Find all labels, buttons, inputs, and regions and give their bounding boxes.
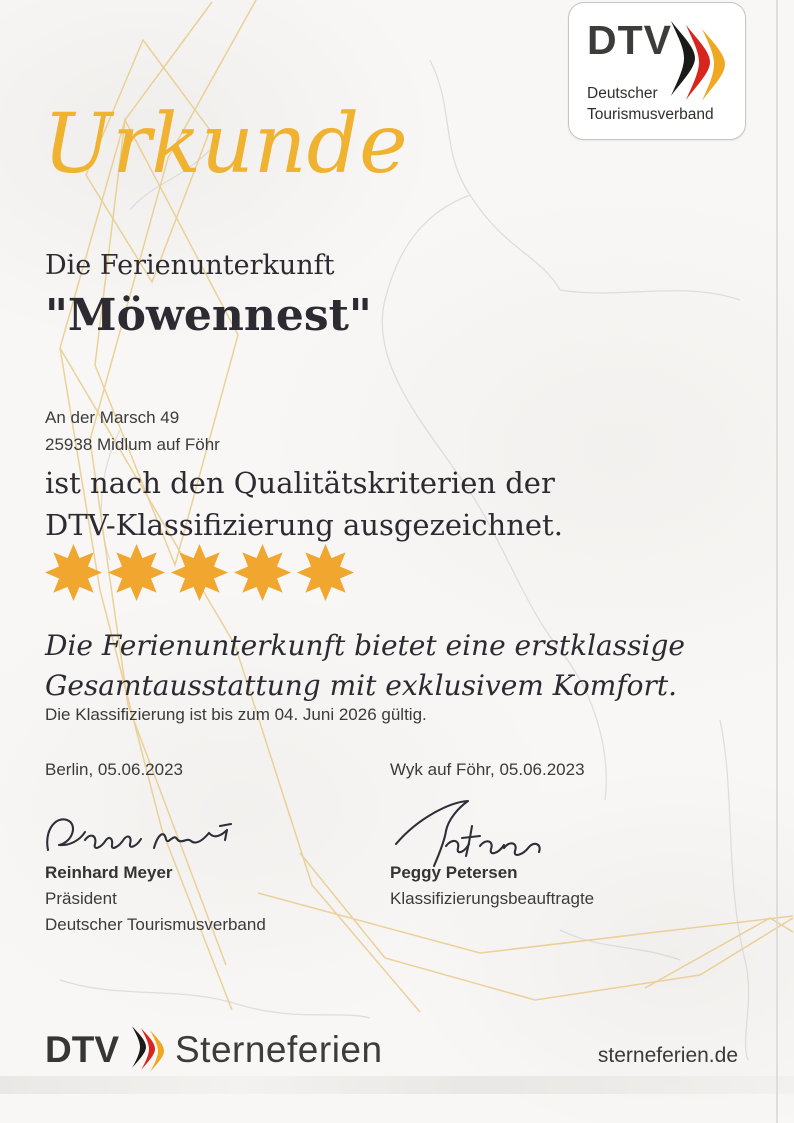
star-icon [297,544,354,601]
classification-statement [45,462,563,546]
dtv-logo-subtitle-line1: Deutscher [587,85,658,102]
property-name: "Möwennest" [45,290,372,341]
place-date-right: Wyk auf Föhr, 05.06.2023 [390,760,585,779]
footer-dtv-wordmark: DTV [45,1029,119,1070]
certificate-title: Urkunde [43,97,408,192]
description-line1: Die Ferienunterkunft bietet eine erstklassige [45,629,685,662]
property-address [45,404,220,458]
star-icon [171,544,228,601]
dtv-logo-wordmark: DTV [587,17,672,63]
star-icon [108,544,165,601]
scan-bottom-band [0,1076,794,1094]
intro-label: Die Ferienunterkunft [45,250,335,281]
footer-website: sterneferien.de [597,1044,738,1067]
footer-brand-name: Sterneferien [175,1029,383,1070]
signatory-right-block [390,860,594,912]
signatory-left-block [45,860,266,938]
signatory-left-name: Reinhard Meyer [45,863,173,882]
statement-line1: ist nach den Qualitätskriterien der [45,466,555,500]
address-line2: 25938 Midlum auf Föhr [45,435,220,454]
star-icon [234,544,291,601]
address-line1: An der Marsch 49 [45,408,180,427]
scan-edge-line [776,0,778,1123]
signatory-right-role: Klassifizierungsbeauftragte [390,889,595,908]
statement-line2: DTV-Klassifizierung ausgezeichnet. [45,508,563,542]
validity-note: Die Klassifizierung ist bis zum 04. Juni 2026 gültig. [45,705,427,724]
dtv-logo-subtitle-line2: Tourismusverband [587,106,714,123]
description-line2: Gesamtausstattung mit exklusivem Komfort. [45,669,678,702]
signatory-left-role: Präsident [45,889,117,908]
signatory-left-org: Deutscher Tourismusverband [45,915,266,934]
stars-row [45,544,354,601]
category-description [45,626,685,706]
dtv-logo-box [568,2,746,140]
signatory-right-name: Peggy Petersen [390,863,518,882]
place-date-left: Berlin, 05.06.2023 [45,760,183,779]
signature-reinhard-meyer [42,812,232,864]
star-icon [45,544,102,601]
dtv-logo-subtitle [587,83,714,125]
